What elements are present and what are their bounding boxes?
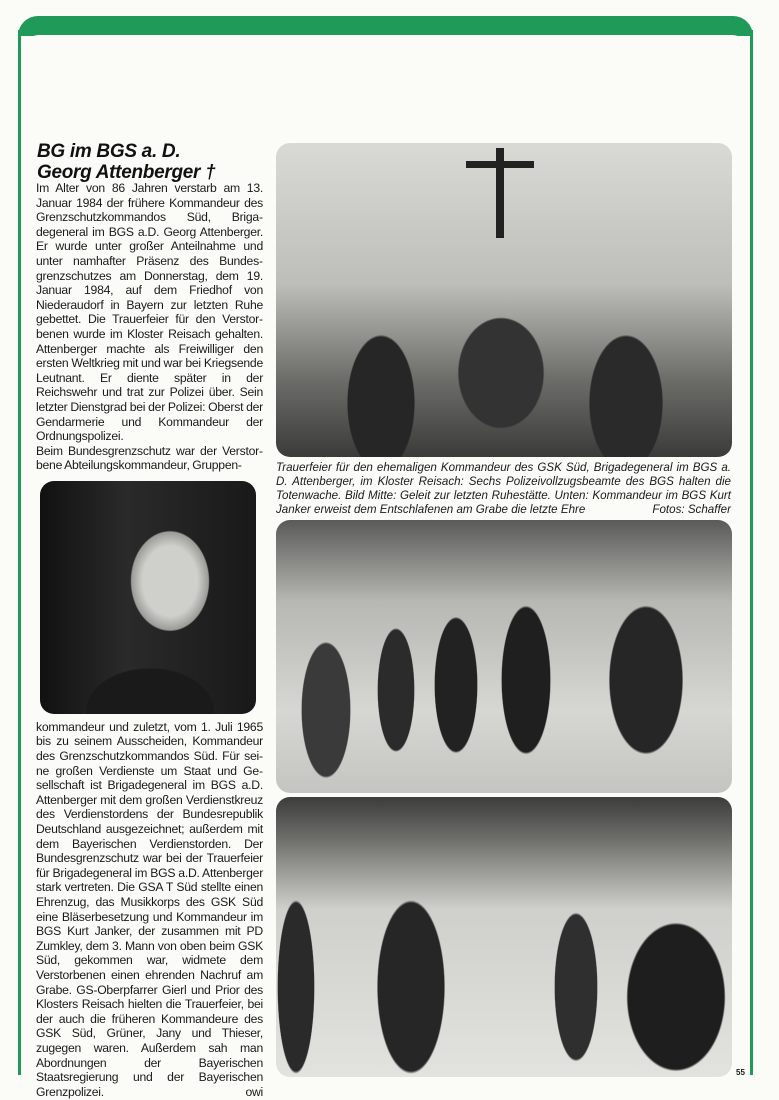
- crucifix-bar: [466, 161, 534, 168]
- photo-caption: [276, 461, 731, 517]
- headline-line-2: Georg Attenberger †: [37, 162, 216, 183]
- photo-procession: [276, 520, 732, 793]
- green-frame-top: [18, 16, 753, 36]
- author-signature: owi: [245, 1084, 263, 1099]
- green-frame-left: [18, 30, 21, 1075]
- paragraph-1: Im Alter von 86 Jahren verstarb am 13. Januar 1984 der frühere Kommandeur des Grenzschutzkommandos Süd, Brigadegeneral im BGS a.D. Georg Attenberger. Er wurde unter großer Anteilnahme und unter namhafter Präsenz des Bundesgrenzschutzes am Donnerstag, dem 19. Januar 1984, auf dem Friedhof von Niederaudorf in Bayern zur letzten Ruhe gebettet. Die Trauerfeier für den Verstorbenen wurde im Kloster Reisach gehalten. Attenberger machte als Freiwilliger den ersten Weltkrieg mit und war bei Kriegsende Leutnant. Er diente später in der Reichswehr und trat zur Polizei über. Sein letzter Dienstgrad bei der Polizei: Oberst der Gendarmerie und Kommandeur der Ordnungspolizei.: [36, 181, 263, 444]
- green-frame-right: [750, 30, 753, 1075]
- photo-funeral-vigil: [276, 143, 732, 457]
- frame-inner-curve: [21, 35, 750, 75]
- headline-line-1: BG im BGS a. D.: [37, 141, 181, 162]
- article-body-top: [36, 181, 263, 473]
- caption-text: Trauerfeier für den ehemaligen Kommandeur des GSK Süd, Brigadegeneral im BGS a. D. Attenberger, im Kloster Reisach: Sechs Polizeivollzugsbeamte des BGS halten die Totenwache. Bild Mitte: Geleit zur letzten Ruhestätte. Unten: Kommandeur im BGS Kurt Janker erweist dem Entschlafenen am Grabe die letzte Ehre: [276, 461, 731, 516]
- article-headline: [37, 141, 277, 183]
- article-body-bottom: [36, 720, 263, 1099]
- paragraph-2-continued: kommandeur und zuletzt, vom 1. Juli 1965 bis zu seinem Ausscheiden, Kommandeur des Grenzschutzkommandos Süd. Für seine großen Verdienste um Staat und Gesellschaft ist Brigadegeneral im BGS a.D. Attenberger mit dem großen Verdienstkreuz des Verdienstordens der Bundesrepublik Deutschland ausgezeichnet; außerdem mit dem Bayerischen Verdienstorden. Der Bundesgrenzschutz war bei der Trauerfeier für Brigadegeneral im BGS a.D. Attenberger stark vertreten. Die GSA T Süd stellte einen Ehrenzug, das Musikkorps des GSK Süd eine Bläserbesetzung und Kommandeur im BGS Kurt Janker, der zusammen mit PD Zumkley, dem 3. Mann von oben beim GSK Süd, gekommen war, widmete dem Verstorbenen einen ehrenden Nachruf am Grabe. GS-Oberpfarrer Gierl und Prior des Klosters Reisach hielten die Trauerfeier, bei der auch die früheren Kommandeure des GSK Süd, Grüner, Jany und Thieser, zugegen waren. Außerdem sah man Abordnungen der Bayerischen Staatsregierung und der Bayerischen Grenzpolizei.: [36, 719, 263, 1099]
- portrait-photo: [40, 481, 256, 714]
- page-number: 55: [736, 1068, 745, 1077]
- photo-graveside: [276, 797, 732, 1077]
- photo-credit: Fotos: Schaffer: [652, 503, 731, 516]
- paragraph-2: Beim Bundesgrenzschutz war der Verstorbene Abteilungskommandeur, Gruppen-: [36, 443, 263, 473]
- article-column: [36, 181, 263, 1099]
